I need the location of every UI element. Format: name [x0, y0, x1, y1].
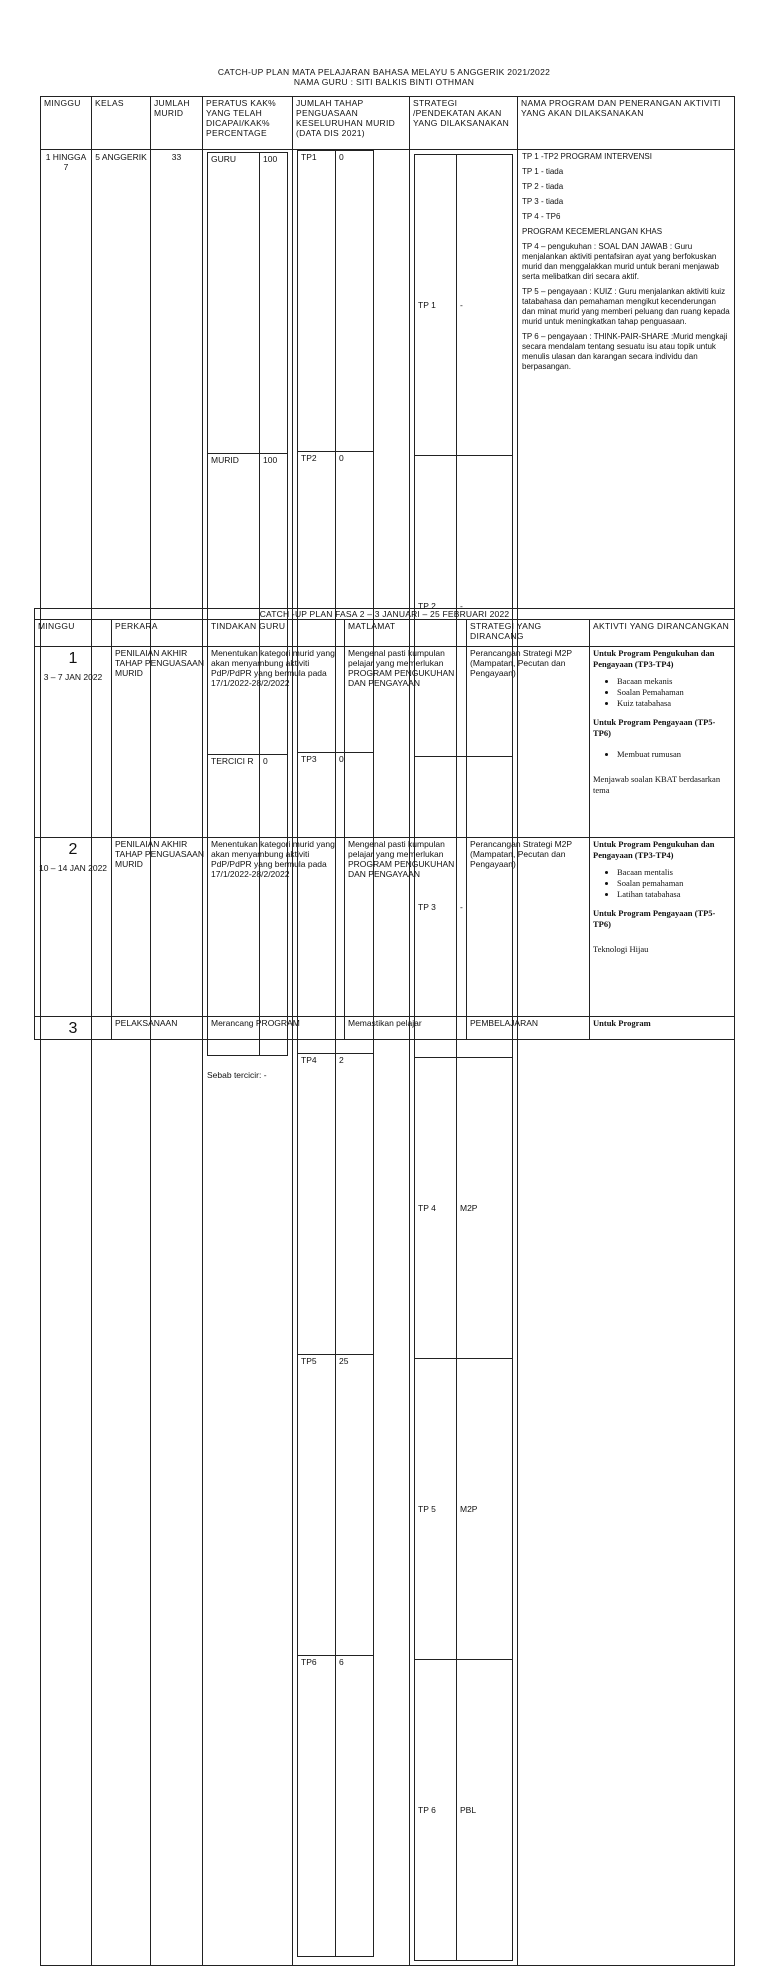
list-item: [415, 1058, 513, 1359]
program-line: TP 4 - TP6: [522, 212, 561, 221]
tp-cell: [293, 150, 410, 1966]
tp-label: TP5: [298, 1355, 336, 1656]
list-item: • Latihan tatabahasa: [617, 889, 731, 900]
aktiviti-heading: Untuk Program: [593, 1018, 651, 1028]
table-row: [41, 150, 735, 1966]
header-kelas: KELAS: [92, 97, 151, 150]
program-cell: [518, 150, 735, 1966]
program-line: TP 3 - tiada: [522, 197, 564, 206]
list-item: • Bacaan mekanis: [617, 676, 731, 687]
header-strategi: STRATEGI /PENDEKATAN AKAN YANG DILAKSANAKAN: [410, 97, 518, 150]
week-number: 1: [68, 650, 78, 667]
header-peratus: PERATUS KAK% YANG TELAH DICAPAI/KAK% PERCENTAGE: [203, 97, 293, 150]
table-row: [35, 647, 735, 838]
plan1-teacher-name: NAMA GURU : SITI BALKIS BINTI OTHMAN: [293, 77, 475, 87]
header-matlamat: MATLAMAT: [345, 620, 467, 647]
list-item: [415, 1660, 513, 1961]
peratus-value: 100: [260, 153, 288, 454]
fasa2-caption: CATCH -UP PLAN FASA 2 – 3 JANUARI – 25 FEBRUARI 2022: [35, 609, 735, 620]
peratus-value: 100: [260, 454, 288, 755]
tp-label: TP4: [298, 1054, 336, 1355]
aktiviti-note: Menjawab soalan KBAT berdasarkan tema: [593, 774, 721, 795]
tp-value: 0: [336, 151, 374, 452]
list-item: • Bacaan mentalis: [617, 867, 731, 878]
week-dates: 10 – 14 JAN 2022: [38, 863, 108, 873]
tp-value: 0: [336, 753, 374, 1054]
tp-value: 6: [336, 1656, 374, 1957]
strategi-cell: Perancangan Strategi M2P (Mampatan, Pecutan dan Pengayaan): [467, 838, 590, 1017]
tp-value: 2: [336, 1054, 374, 1355]
aktiviti-note: Teknologi Hijau: [593, 944, 649, 954]
tp-label: TP1: [298, 151, 336, 452]
tp-label: TP6: [298, 1656, 336, 1957]
tindakan-cell: Merancang PROGRAM: [208, 1017, 345, 1040]
header-jumlah-tahap: JUMLAH TAHAP PENGUASAAN KESELURUHAN MURID (DATA DIS 2021): [293, 97, 410, 150]
peratus-cell: [203, 150, 293, 1966]
list-item: [415, 1359, 513, 1660]
peratus-label: GURU: [208, 153, 260, 454]
aktiviti-list: [593, 749, 731, 760]
jumlah-murid-cell: 33: [151, 150, 203, 1966]
program-line: TP 1 -TP2 PROGRAM INTERVENSI: [522, 152, 652, 161]
aktiviti-cell: [590, 1017, 735, 1040]
header-jumlah-murid: JUMLAH MURID: [151, 97, 203, 150]
matlamat-cell: Memastikan pelajar: [345, 1017, 467, 1040]
header-tindakan-guru: TINDAKAN GURU: [208, 620, 345, 647]
program-line: PROGRAM KECEMERLANGAN KHAS: [522, 227, 663, 236]
strategi-value: M2P: [457, 1058, 513, 1359]
program-line: TP 4 – pengukuhan : SOAL DAN JAWAB : Guru menjalankan aktiviti pentafsiran ayat yang berfokuskan murid dan menggalakkan murid untuk berani menjawab serta melibatkan diri secara aktif.: [522, 242, 719, 281]
strategi-label: TP 3: [415, 757, 457, 1058]
header-aktiviti: AKTIVTI YANG DIRANCANGKAN: [590, 620, 735, 647]
minggu-cell: [35, 838, 112, 1017]
table-caption-row: [35, 609, 735, 620]
table-header-row: [35, 620, 735, 647]
list-item: [298, 1656, 374, 1957]
list-item: • Soalan Pemahaman: [617, 687, 731, 698]
matlamat-cell: Mengenal pasti kumpulan pelajar yang memerlukan PROGRAM PENGUKUHAN DAN PENGAYAAN: [345, 838, 467, 1017]
strategi-value: -: [457, 456, 513, 757]
header-perkara: PERKARA: [112, 620, 208, 647]
aktiviti-heading: Untuk Program Pengukuhan dan Pengayaan (TP3-TP4): [593, 648, 715, 669]
table-header-row: [41, 97, 735, 150]
aktiviti-list: [593, 867, 731, 900]
peratus-value: 0: [260, 755, 288, 1056]
aktiviti-list: [593, 676, 731, 709]
list-item: [298, 151, 374, 452]
list-item: • Kuiz tatabahasa: [617, 698, 731, 709]
program-line: TP 1 - tiada: [522, 167, 564, 176]
table-row: [35, 838, 735, 1017]
catch-up-plan-fasa2-table: [34, 608, 735, 1040]
perkara-cell: PENILAIAN AKHIR TAHAP PENGUASAAN MURID: [112, 838, 208, 1017]
tindakan-cell: Menentukan kategori murid yang akan menyambung aktiviti PdP/PdPR yang bermula pada 17/1/2022-28/2/2022: [208, 647, 345, 838]
week-number: 2: [68, 841, 78, 858]
sebab-tercicir: Sebab tercicir: -: [207, 1070, 267, 1080]
program-line: TP 5 – pengayaan : KUIZ : Guru menjalankan aktiviti kuiz tatabahasa dan pemahaman mengikut kecenderungan dan minat murid yang memberi peluang dan ruang kepada murid untuk meningkatkan tahap penguasaan.: [522, 287, 730, 326]
minggu-cell: [35, 1017, 112, 1040]
strategi-label: TP 4: [415, 1058, 457, 1359]
peratus-label: MURID: [208, 454, 260, 755]
perkara-cell: PENILAIAN AKHIR TAHAP PENGUASAAN MURID: [112, 647, 208, 838]
peratus-label: TERCICI R: [208, 755, 260, 1056]
program-line: TP 6 – pengayaan : THINK-PAIR-SHARE :Murid mengkaji secara mendalam tentang sesuatu isu atau topik untuk menulis ulasan dan karangan secara individu dan berpasangan.: [522, 332, 728, 371]
tp-label: TP2: [298, 452, 336, 753]
header-minggu: MINGGU: [41, 97, 92, 150]
aktiviti-cell: [590, 647, 735, 838]
tp-mini-table: [297, 150, 374, 1957]
strategi-label: TP 6: [415, 1660, 457, 1961]
list-item: • Membuat rumusan: [617, 749, 731, 760]
aktiviti-heading: Untuk Program Pengayaan (TP5-TP6): [593, 717, 716, 738]
kelas-cell: 5 ANGGERIK: [92, 150, 151, 1966]
perkara-cell: PELAKSANAAN: [112, 1017, 208, 1040]
strategi-label: TP 1: [415, 155, 457, 456]
strategi-label: TP 5: [415, 1359, 457, 1660]
header-minggu: MINGGU: [35, 620, 112, 647]
week-number: 3: [68, 1020, 78, 1037]
list-item: [298, 1355, 374, 1656]
tp-value: 0: [336, 452, 374, 753]
header-nama-program: NAMA PROGRAM DAN PENERANGAN AKTIVITI YANG AKAN DILAKSANAKAN: [518, 97, 735, 150]
tindakan-cell: Menentukan kategori murid yang akan menyambung aktiviti PdP/PdPR yang bermula pada 17/1/2022-28/2/2022: [208, 838, 345, 1017]
header-strategi: STRATEGI YANG DIRANCANG: [467, 620, 590, 647]
list-item: • Soalan pemahaman: [617, 878, 731, 889]
strategi-value: M2P: [457, 1359, 513, 1660]
aktiviti-cell: [590, 838, 735, 1017]
strategi-value: PBL: [457, 1660, 513, 1961]
strategi-cell: [410, 150, 518, 1966]
tp-label: TP3: [298, 753, 336, 1054]
strategi-label: TP 2: [415, 456, 457, 757]
strategi-mini-table: [414, 154, 513, 1961]
plan1-title: CATCH-UP PLAN MATA PELAJARAN BAHASA MELAYU 5 ANGGERIK 2021/2022: [217, 67, 551, 77]
tp-value: 25: [336, 1355, 374, 1656]
minggu-cell: 1 HINGGA 7: [41, 150, 92, 1966]
table-row: [35, 1017, 735, 1040]
matlamat-cell: Mengenal pasti kumpulan pelajar yang memerlukan PROGRAM PENGUKUHAN DAN PENGAYAAN: [345, 647, 467, 838]
minggu-cell: [35, 647, 112, 838]
strategi-cell: Perancangan Strategi M2P (Mampatan, Pecutan dan Pengayaan): [467, 647, 590, 838]
strategi-value: -: [457, 757, 513, 1058]
aktiviti-heading: Untuk Program Pengayaan (TP5-TP6): [593, 908, 716, 929]
list-item: [415, 155, 513, 456]
strategi-cell: PEMBELAJARAN: [467, 1017, 590, 1040]
program-line: TP 2 - tiada: [522, 182, 564, 191]
week-dates: 3 – 7 JAN 2022: [43, 672, 103, 682]
aktiviti-heading: Untuk Program Pengukuhan dan Pengayaan (TP3-TP4): [593, 839, 715, 860]
list-item: [298, 1054, 374, 1355]
list-item: [208, 153, 288, 454]
strategi-value: -: [457, 155, 513, 456]
